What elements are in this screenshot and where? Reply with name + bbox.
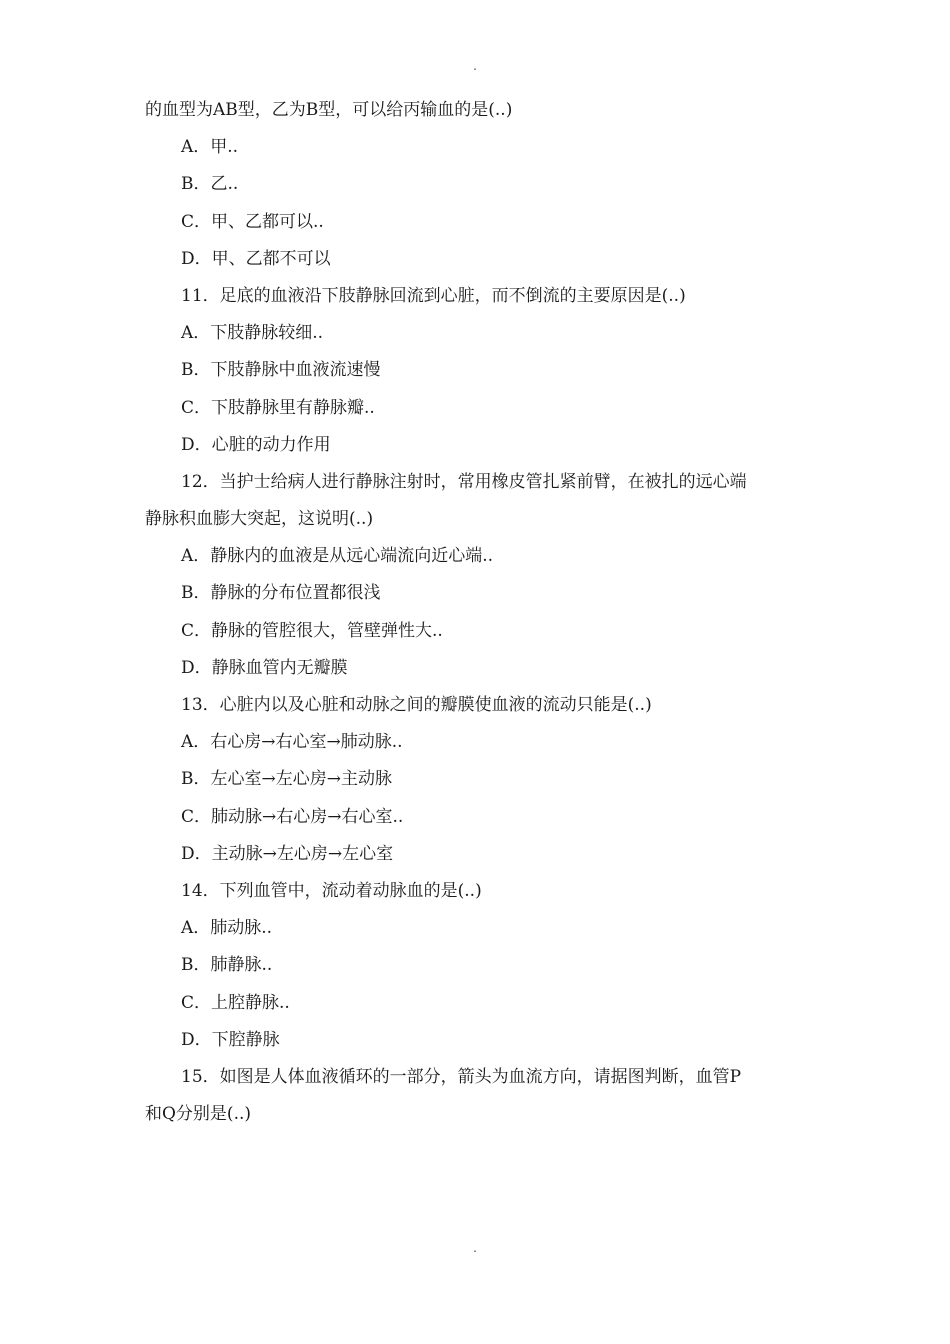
option-c: C．上腔静脉.. [181, 992, 290, 1013]
option-d: D．心脏的动力作用 [181, 434, 331, 455]
option-c: C．肺动脉→右心房→右心室.. [181, 806, 404, 827]
question-13 [145, 687, 810, 873]
question-12 [145, 464, 810, 687]
option-c: C．静脉的管腔很大，管壁弹性大.. [181, 620, 443, 641]
footer-mark: . [473, 1241, 477, 1255]
option-a: A．静脉内的血液是从远心端流向近心端.. [181, 546, 494, 567]
question-text: 14．下列血管中，流动着动脉血的是(..) [181, 880, 482, 901]
option-b: B．肺静脉.. [181, 955, 273, 976]
question-14 [145, 873, 810, 1059]
question-text-line-2: 静脉积血膨大突起，这说明(..) [145, 509, 374, 530]
option-d: D．主动脉→左心房→左心室 [181, 843, 394, 864]
question-10-continued [145, 92, 810, 278]
option-c: C．下肢静脉里有静脉瓣.. [181, 397, 375, 418]
option-b: B．下肢静脉中血液流速慢 [181, 360, 381, 381]
option-a: A．甲.. [181, 137, 239, 158]
question-text-line-1: 12．当护士给病人进行静脉注射时，常用橡皮管扎紧前臂，在被扎的远心端 [181, 471, 747, 492]
header-mark: . [473, 59, 477, 73]
question-text: 13．心脏内以及心脏和动脉之间的瓣膜使血液的流动只能是(..) [181, 695, 652, 715]
option-b: B．乙.. [181, 174, 239, 195]
option-c: C．甲、乙都可以.. [181, 211, 324, 232]
question-11 [145, 278, 810, 464]
question-text-line-2: 和Q分别是(..) [145, 1104, 252, 1125]
option-b: B．静脉的分布位置都很浅 [181, 583, 381, 604]
option-d: D．甲、乙都不可以 [181, 248, 331, 269]
question-text: 11．足底的血液沿下肢静脉回流到心脏，而不倒流的主要原因是(..) [181, 285, 686, 306]
option-a: A．下肢静脉较细.. [181, 323, 324, 344]
question-15 [145, 1059, 810, 1133]
question-text: 的血型为AB型，乙为B型，可以给丙输血的是(..) [145, 100, 513, 120]
option-d: D．下腔静脉 [181, 1029, 280, 1050]
option-d: D．静脉血管内无瓣膜 [181, 657, 348, 678]
document-body [145, 92, 810, 1133]
option-a: A．肺动脉.. [181, 918, 273, 939]
question-text-line-1: 15．如图是人体血液循环的一部分，箭头为血流方向，请据图判断，血管P [181, 1066, 742, 1087]
option-b: B．左心室→左心房→主动脉 [181, 769, 392, 790]
option-a: A．右心房→右心室→肺动脉.. [181, 732, 403, 753]
